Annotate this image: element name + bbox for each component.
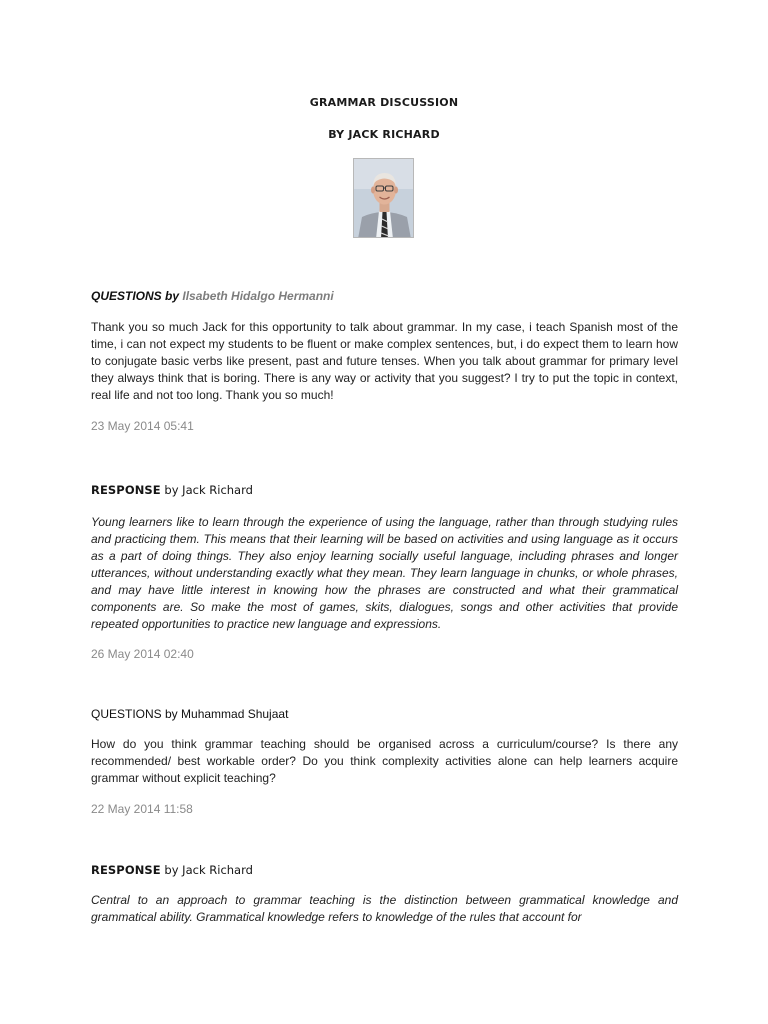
question-timestamp-1: 23 May 2014 05:41 bbox=[91, 419, 194, 433]
respondent-name: by Jack Richard bbox=[164, 863, 253, 877]
response-heading-2 bbox=[91, 862, 678, 878]
response-timestamp-1: 26 May 2014 02:40 bbox=[91, 647, 194, 661]
question-heading-lead: QUESTIONS by bbox=[91, 289, 180, 303]
question-body-2: How do you think grammar teaching should be organised across a curriculum/course? Is there any recommended/ best workable order? Do you think complexity activities alone can help learners acquire grammar without explicit teaching? bbox=[91, 737, 678, 785]
author-portrait bbox=[353, 158, 414, 238]
question-heading-1 bbox=[91, 288, 678, 304]
question-timestamp-2: 22 May 2014 11:58 bbox=[91, 802, 193, 816]
question-heading-2: QUESTIONS by Muhammad Shujaat bbox=[91, 707, 289, 721]
response-heading-lead: RESPONSE bbox=[91, 483, 161, 497]
portrait-image bbox=[354, 159, 414, 238]
document-byline: BY JACK RICHARD bbox=[328, 128, 440, 141]
questioner-name: Ilsabeth Hidalgo Hermanni bbox=[182, 289, 334, 303]
document-title: GRAMMAR DISCUSSION bbox=[309, 96, 459, 109]
question-body-1: Thank you so much Jack for this opportunity to talk about grammar. In my case, i teach Spanish most of the time, i can not expect my students to be fluent or make complex sentences, but, i do expect them to learn how to conjugate basic verbs like present, past and future tenses. When you talk about grammar for primary level they always think that is boring. There is any way or activity that you suggest? I try to put the topic in context, real life and not too long. Thank you so much! bbox=[91, 320, 678, 402]
response-heading-lead: RESPONSE bbox=[91, 863, 161, 877]
response-body-1: Young learners like to learn through the experience of using the language, rather than through studying rules and practicing them. This means that their learning will be based on activities and using language as it occurs as a part of doing things. They also enjoy learning socially useful language, including phrases and longer utterances, without understanding exactly what they mean. They learn language in chunks, or whole phrases, and may have little interest in knowing how the phrases are constructed and what their grammatical components are. So make the most of games, skits, dialogues, songs and other activities that provide repeated opportunities to practice new language and expressions. bbox=[91, 515, 678, 631]
response-heading-1 bbox=[91, 482, 678, 498]
respondent-name: by Jack Richard bbox=[164, 483, 253, 497]
response-body-2: Central to an approach to grammar teaching is the distinction between grammatical knowledge and grammatical ability. Grammatical knowledge refers to knowledge of the rules that account for bbox=[91, 893, 678, 924]
